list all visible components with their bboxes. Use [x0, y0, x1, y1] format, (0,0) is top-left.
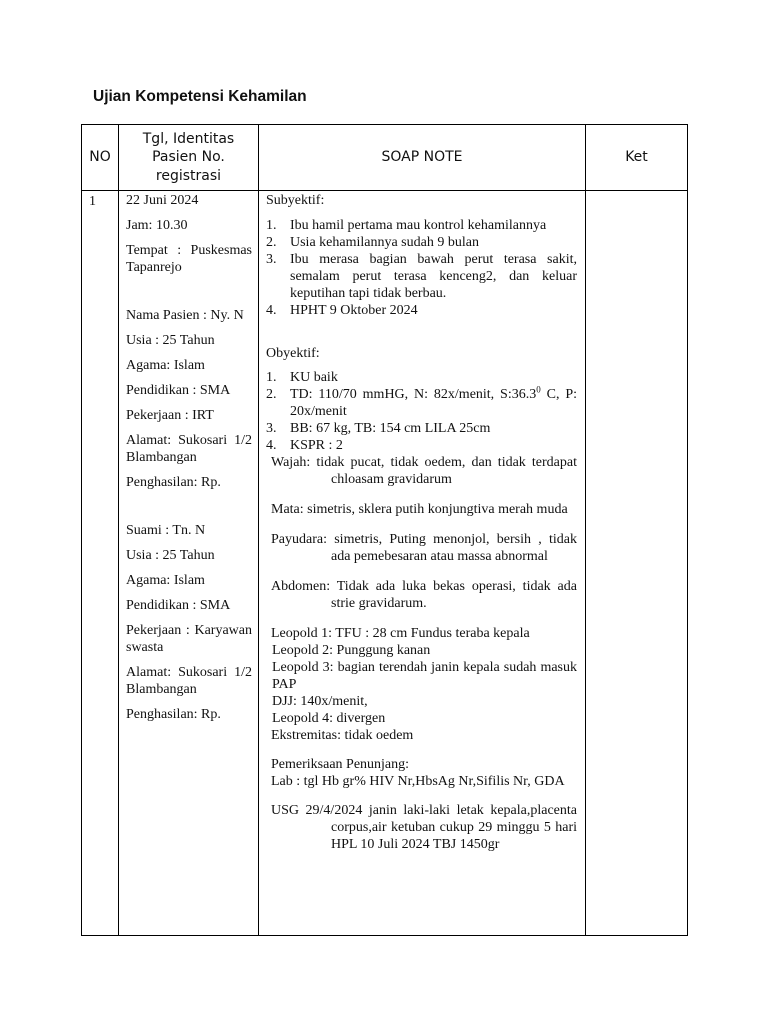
header-identity: Tgl, Identitas Pasien No. registrasi — [119, 125, 259, 191]
patient-identity-cell — [119, 191, 259, 936]
exam-leopold-4: Leopold 4: divergen — [272, 711, 386, 726]
list-item: 3. BB: 67 kg, TB: 154 cm LILA 25cm — [266, 421, 491, 436]
vital-signs: TD: 110/70 mmHG, N: 82x/menit, S:36.3$^0$ C, P: 20x/menit — [290, 384, 577, 419]
header-ket: Ket — [586, 125, 688, 191]
patient-job: Pekerjaan : IRT — [126, 408, 214, 423]
exam-mata: Mata: simetris, sklera putih konjungtiva merah muda — [271, 502, 568, 517]
table-row — [82, 191, 688, 936]
patient-religion: Agama: Islam — [126, 358, 205, 373]
patient-age: Usia : 25 Tahun — [126, 333, 215, 348]
list-item: 3. Ibu merasa bagian bawah perut terasa sakit, semalam perut terasa kenceng2, dan keluar keputihan tapi tidak berbau. — [266, 252, 577, 301]
exam-ekstremitas: Ekstremitas: tidak oedem — [271, 728, 414, 743]
patient-name: Nama Pasien : Ny. N — [126, 308, 244, 323]
lab-results: Lab : tgl Hb gr% HIV Nr,HbsAg Nr,Sifilis Nr, GDA — [271, 774, 565, 789]
list-item: 1. Ibu hamil pertama mau kontrol kehamilannya — [266, 218, 547, 233]
visit-time: Jam: 10.30 — [126, 218, 188, 233]
document-title: Ujian Kompetensi Kehamilan — [93, 88, 307, 105]
objective-label: Obyektif: — [266, 346, 320, 361]
list-item: 4. KSPR : 2 — [266, 438, 343, 453]
exam-leopold-3: Leopold 3: bagian terendah janin kepala sudah masuk PAP — [272, 660, 577, 692]
exam-leopold-1: Leopold 1: TFU : 28 cm Fundus teraba kepala — [271, 626, 530, 641]
row-number: 1 — [82, 191, 119, 936]
patient-education: Pendidikan : SMA — [126, 383, 231, 398]
husband-religion: Agama: Islam — [126, 573, 205, 588]
list-item: 1. KU baik — [266, 370, 338, 385]
list-item: 2. TD: 110/70 mmHG, N: 82x/menit, S:36.3$^0$ C, P: 20x/menit — [266, 384, 577, 419]
subjective-label: Subyektif: — [266, 193, 325, 208]
husband-education: Pendidikan : SMA — [126, 598, 231, 613]
header-soap-note: SOAP NOTE — [259, 125, 586, 191]
penunjang-label: Pemeriksaan Penunjang: — [271, 757, 410, 772]
exam-wajah: Wajah: tidak pucat, tidak oedem, dan tidak terdapat chloasam gravidarum — [271, 455, 577, 487]
exam-abdomen: Abdomen: Tidak ada luka bekas operasi, tidak ada strie gravidarum. — [271, 579, 577, 611]
list-item: 2. Usia kehamilannya sudah 9 bulan — [266, 235, 479, 250]
header-no: NO — [82, 125, 119, 191]
subjective-list — [266, 217, 577, 319]
exam-payudara: Payudara: simetris, Puting menonjol, bersih , tidak ada pemebesaran atau massa abnormal — [271, 532, 577, 564]
husband-address: Alamat: Sukosari 1/2 Blambangan — [126, 665, 252, 697]
patient-income: Penghasilan: Rp. — [126, 475, 221, 490]
objective-list — [266, 369, 577, 454]
husband-name: Suami : Tn. N — [126, 523, 206, 538]
visit-place: Tempat : Puskesmas Tapanrejo — [126, 243, 252, 275]
list-item: 4. HPHT 9 Oktober 2024 — [266, 303, 418, 318]
ket-cell — [586, 191, 688, 936]
husband-age: Usia : 25 Tahun — [126, 548, 215, 563]
soap-table — [81, 124, 688, 936]
visit-date: 22 Juni 2024 — [126, 193, 199, 208]
husband-income: Penghasilan: Rp. — [126, 707, 221, 722]
husband-job: Pekerjaan : Karyawan swasta — [126, 623, 252, 655]
exam-leopold-2: Leopold 2: Punggung kanan — [272, 643, 431, 658]
soap-note-cell — [259, 191, 586, 936]
usg-results: USG 29/4/2024 janin laki-laki letak kepala,placenta corpus,air ketuban cukup 29 minggu 5 hari HPL 10 Juli 2024 TBJ 1450gr — [271, 803, 577, 852]
patient-address: Alamat: Sukosari 1/2 Blambangan — [126, 433, 252, 465]
table-header-row — [82, 125, 688, 191]
exam-djj: DJJ: 140x/menit, — [272, 694, 368, 709]
